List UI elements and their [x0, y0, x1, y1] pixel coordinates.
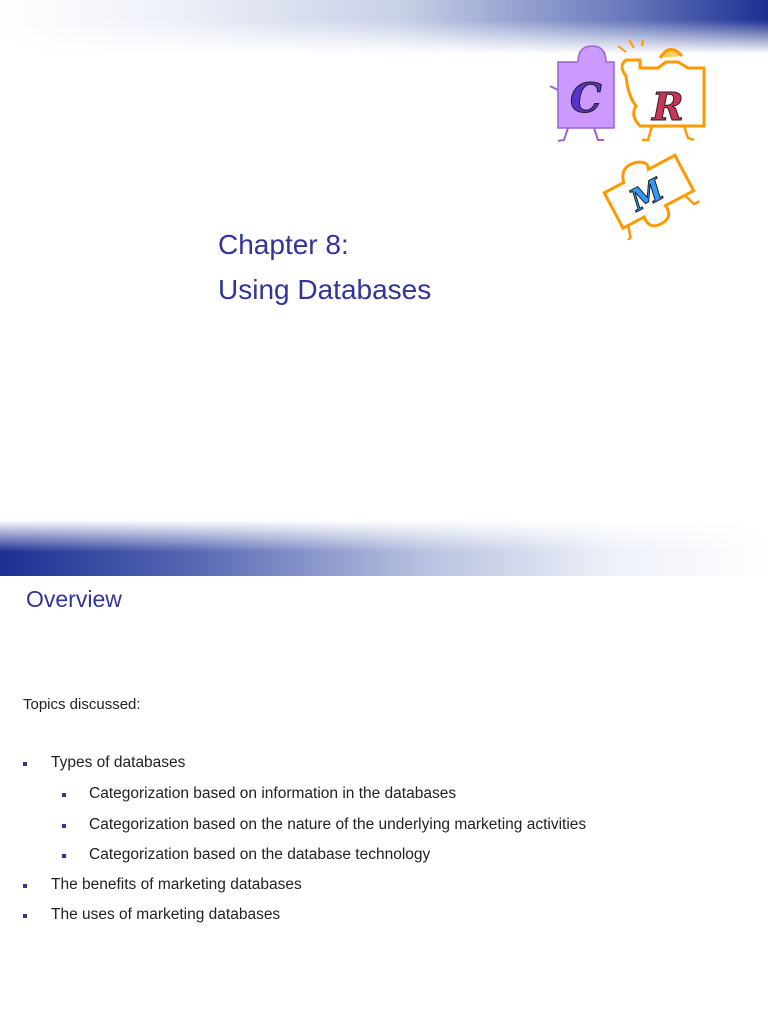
m-puzzle-piece: [595, 144, 701, 240]
bullet-text: The benefits of marketing databases: [51, 876, 302, 893]
bullet-square-icon: [23, 884, 27, 888]
logo-letter-c: C: [570, 75, 602, 122]
chapter-title: [218, 222, 431, 312]
overview-slide: [0, 520, 768, 1024]
bullet-text: Types of databases: [51, 754, 186, 771]
chapter-title-line1: Chapter 8:: [218, 229, 349, 260]
bullet-text: Categorization based on the database technology: [89, 846, 431, 863]
chapter-title-line2: Using Databases: [218, 274, 432, 305]
bullet-text: Categorization based on the nature of the underlying marketing activities: [89, 816, 587, 833]
intro-text: Topics discussed:: [23, 696, 141, 713]
logo-letter-r: R: [652, 84, 684, 129]
bullet-square-icon: [62, 793, 66, 797]
r-puzzle-piece: [618, 40, 704, 140]
crm-puzzle-logo-icon: [548, 40, 718, 240]
bullet-square-icon: [23, 914, 27, 918]
bullet-square-icon: [62, 854, 66, 858]
bullet-square-icon: [23, 762, 27, 766]
bullet-square-icon: [62, 824, 66, 828]
c-puzzle-piece: [550, 46, 614, 141]
logo-letter-m: M: [624, 172, 670, 219]
header-banner-fade: [0, 520, 768, 552]
slide-title: Overview: [26, 586, 122, 612]
bullet-text: Categorization based on information in the databases: [89, 785, 457, 802]
bullet-text: The uses of marketing databases: [51, 906, 281, 923]
